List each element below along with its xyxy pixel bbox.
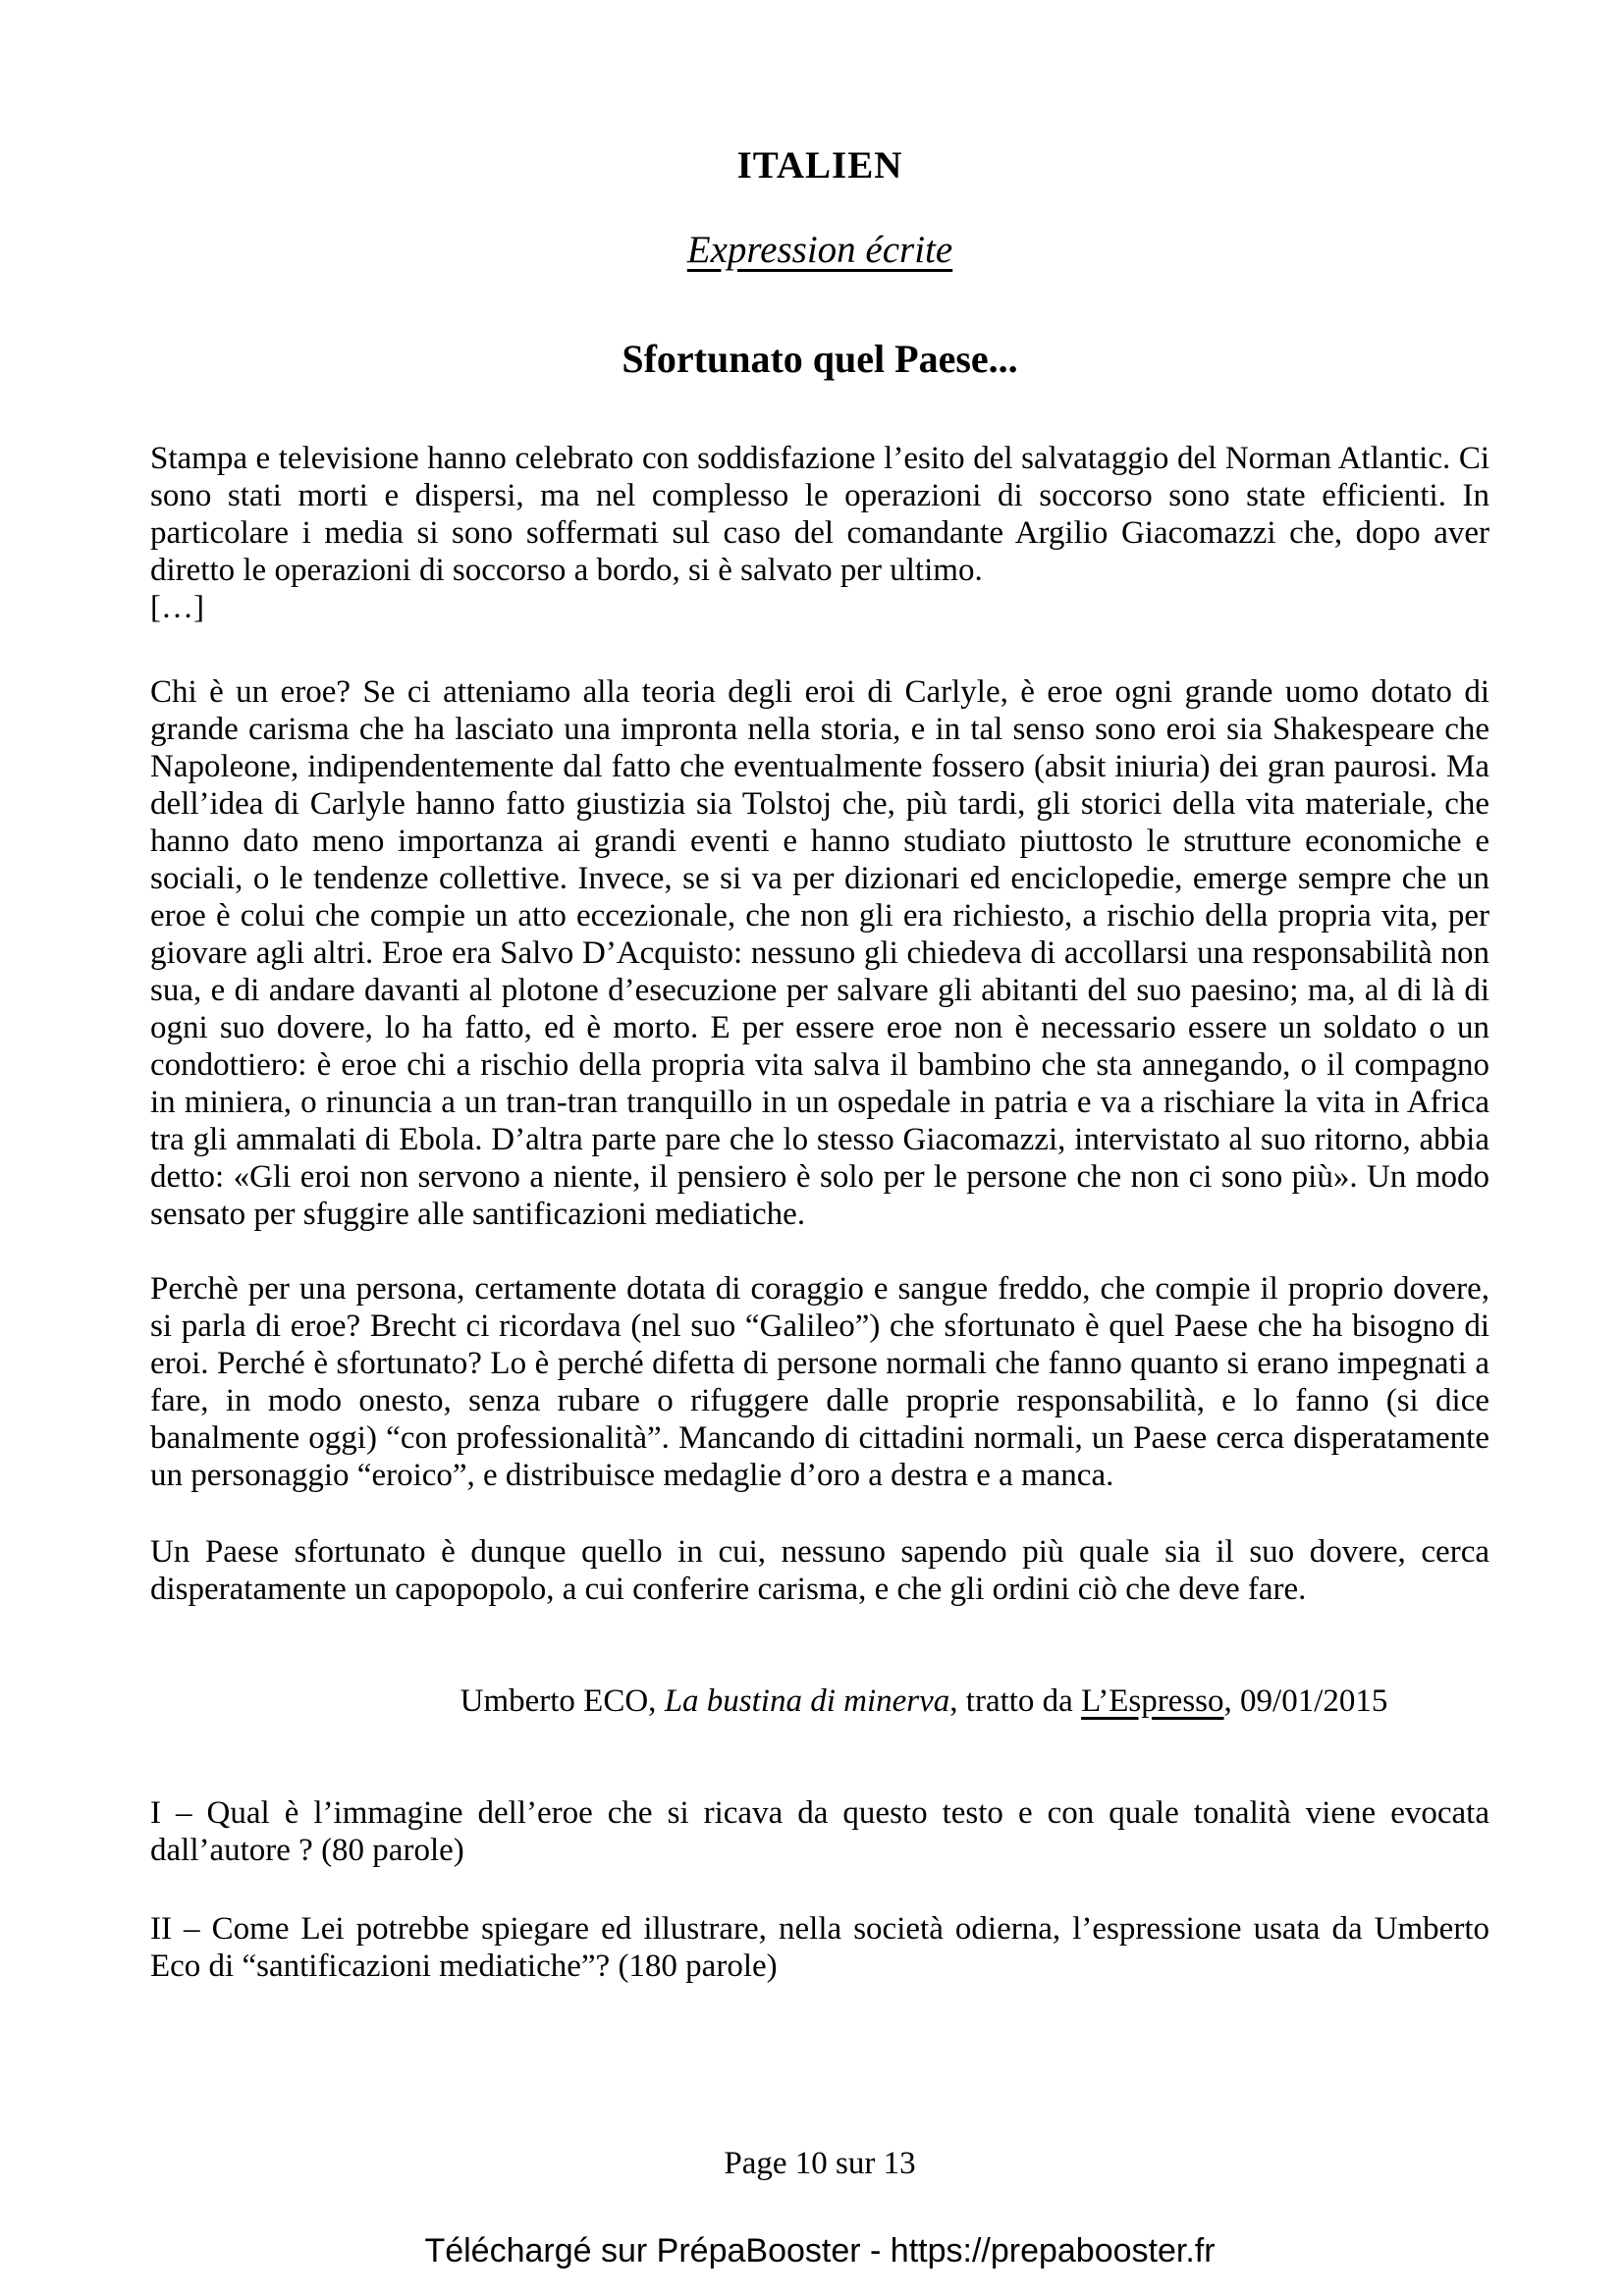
- attribution-connector: , tratto da: [949, 1683, 1082, 1719]
- attribution-date: , 09/01/2015: [1223, 1683, 1388, 1719]
- download-notice: Téléchargé sur PrépaBooster - https://prepabooster.fr: [424, 2232, 1216, 2269]
- article-paragraph-4: Un Paese sfortunato è dunque quello in cui, nessuno sapendo più quale sia il suo dovere, cerca disperatamente un capopopolo, a cui conferire carisma, e che gli ordini ciò che deve fare.: [150, 1534, 1489, 1607]
- article-paragraph-2: Chi è un eroe? Se ci atteniamo alla teoria degli eroi di Carlyle, è eroe ogni grande uomo dotato di grande carisma che ha lasciato una impronta nella storia, e in tal senso sono eroi sia Shakespeare che Napoleone, indipendentemente dal fatto che eventualmente fossero (absit iniuria) dei gran paurosi. Ma dell’idea di Carlyle hanno fatto giustizia sia Tolstoj che, più tardi, gli storici della vita materiale, che hanno dato meno importanza ai grandi eventi e hanno studiato piuttosto le strutture economiche e sociali, o le tendenze collettive. Invece, se si va per dizionari ed enciclopedie, emerge sempre che un eroe è colui che compie un atto eccezionale, che non gli era richiesto, a rischio della propria vita, per giovare agli altri. Eroe era Salvo D’Acquisto: nessuno gli chiedeva di accollarsi una responsabilità non sua, e di andare davanti al plotone d’esecuzione per salvare gli abitanti del suo paesino; ma, al di là di ogni suo dovere, lo ha fatto, ed è morto. E per essere eroe non è necessario essere un soldato o un condottiero: è eroe chi a rischio della propria vita salva il bambino che sta annegando, o il compagno in miniera, o rinuncia a un tran-tran tranquillo in un ospedale in patria e va a rischiare la vita in Africa tra gli ammalati di Ebola. D’altra parte pare che lo stesso Giacomazzi, intervistato al suo ritorno, abbia detto: «Gli eroi non servono a niente, il pensiero è solo per le persone che non ci sono più». Un modo sensato per sfuggire alle santificazioni mediatiche.: [150, 674, 1489, 1232]
- attribution-line: [254, 1682, 1594, 1720]
- attribution-work-title: La bustina di minerva: [664, 1683, 950, 1719]
- attribution-author: Umberto ECO,: [460, 1683, 665, 1719]
- article-paragraph-3: Perchè per una persona, certamente dotata di coraggio e sangue freddo, che compie il proprio dovere, si parla di eroe? Brecht ci ricordava (nel suo “Galileo”) che sfortunato è quel Paese che ha bisogno di eroi. Perché è sfortunato? Lo è perché difetta di persone normali che fanno quanto si erano impegnati a fare, in modo onesto, senza rubare o rifuggere dalle proprie responsabilità, e lo fanno (si dice banalmente oggi) “con professionalità”. Mancando di cittadini normali, un Paese cerca disperatamente un personaggio “eroico”, e distribuisce medaglie d’oro a destra e a manca.: [150, 1271, 1489, 1493]
- article-paragraph-1: Stampa e televisione hanno celebrato con soddisfazione l’esito del salvataggio del Norman Atlantic. Ci sono stati morti e dispersi, ma nel complesso le operazioni di soccorso sono state efficienti. In particolare i media si sono soffermati sul caso del comandante Argilio Giacomazzi che, dopo aver diretto le operazioni di soccorso a bordo, si è salvato per ultimo.: [150, 441, 1489, 588]
- page-number: Page 10 sur 13: [724, 2146, 916, 2181]
- question-1: I – Qual è l’immagine dell’eroe che si ricava da questo testo e con quale tonalità viene evocata dall’autore ? (80 parole): [150, 1795, 1489, 1868]
- omission-mark: […]: [150, 590, 204, 625]
- question-2: II – Come Lei potrebbe spiegare ed illustrare, nella società odierna, l’espressione usata da Umberto Eco di “santificazioni mediatiche”? (180 parole): [150, 1911, 1489, 1984]
- attribution-source: L’Espresso: [1081, 1683, 1224, 1719]
- section-title-row: [150, 228, 1489, 272]
- section-title: Expression écrite: [686, 229, 953, 271]
- article-title: Sfortunato quel Paese...: [622, 337, 1018, 381]
- subject-title: ITALIEN: [736, 144, 903, 187]
